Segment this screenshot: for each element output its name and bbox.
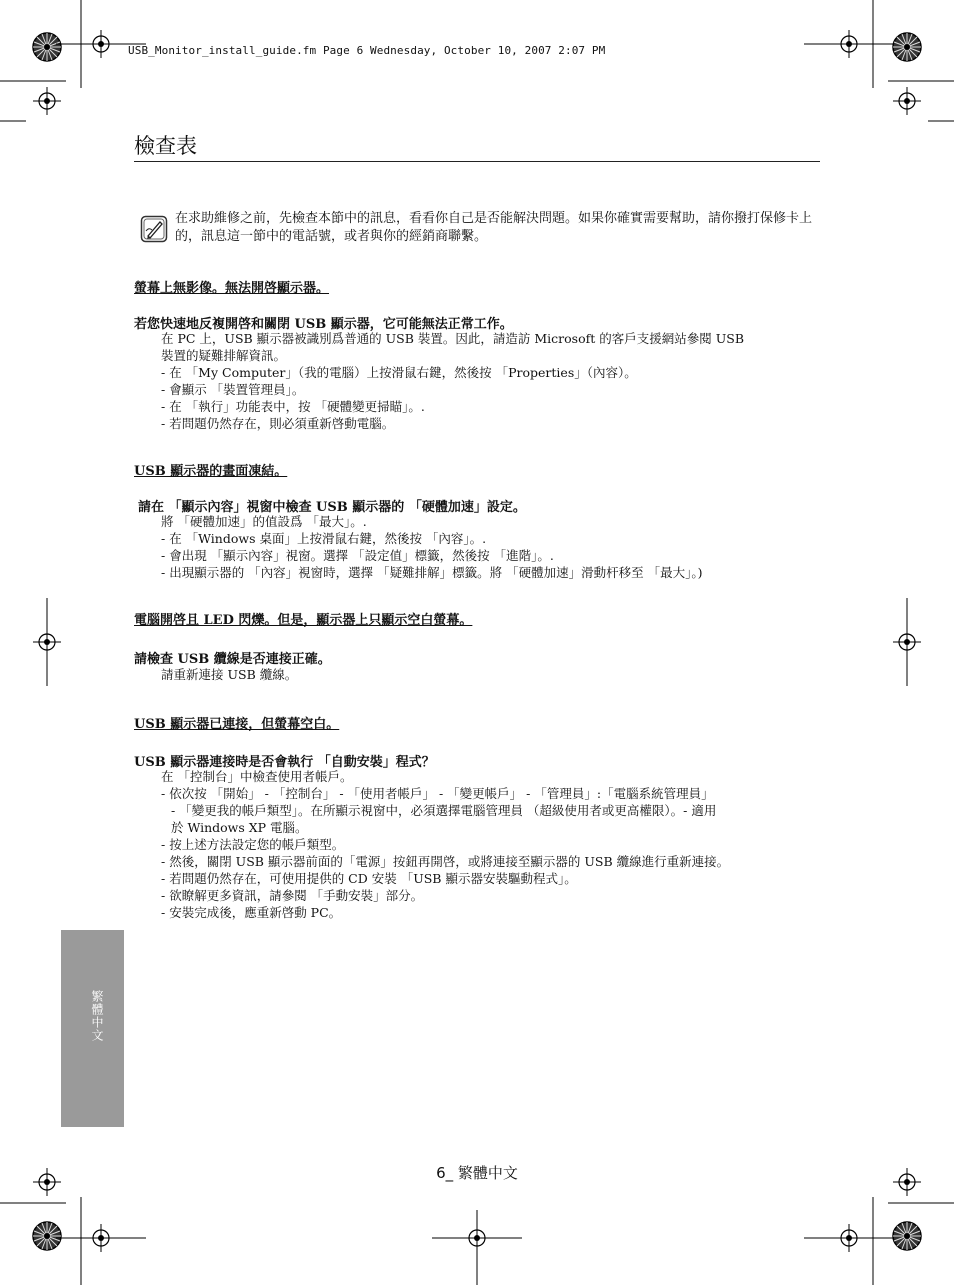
page-footer: 6_ 繁體中文 xyxy=(436,1164,518,1182)
body-line: 於 Windows XP 電腦。 xyxy=(171,820,308,835)
page-title: 檢查表 xyxy=(134,130,820,162)
body-line: - 會出現 「顯示內容」視窗。選擇 「設定值」標籤，然後按 「進階」。. xyxy=(161,548,554,563)
body-line: - 按上述方法設定您的帳戶類型。 xyxy=(161,837,345,852)
section-question-rapid-toggle: 若您快速地反複開啓和關閉 USB 顯示器，它可能無法正常工作。 xyxy=(134,317,513,332)
section-question-autorun: USB 顯示器連接時是否會執行 「自動安裝」程式？ xyxy=(134,755,435,770)
section-question-cable: 請檢查 USB 纜線是否連接正確。 xyxy=(134,652,331,667)
section-title-no-image: 螢幕上無影像。無法開啓顯示器。 xyxy=(134,281,330,296)
pencil-note-icon xyxy=(140,215,168,243)
body-line: - 在 「Windows 桌面」上按滑鼠右鍵，然後按 「內容」。. xyxy=(161,531,487,546)
body-line: - 「變更我的帳戶類型」。在所顯示視窗中，必須選擇電腦管理員 （超級使用者或更高權限）。- 適用 xyxy=(171,803,717,818)
section-title-frozen-screen: USB 顯示器的畫面凍結。 xyxy=(134,464,288,479)
section-question-hw-accel: 請在 「顯示內容」視窗中檢查 USB 顯示器的 「硬體加速」設定。 xyxy=(138,500,526,515)
body-line: 請重新連接 USB 纜線。 xyxy=(161,667,298,682)
body-line: 在 PC 上，USB 顯示器被識別爲普通的 USB 裝置。因此，請造訪 Microsoft 的客戶支援網站參閱 USB xyxy=(161,331,745,346)
section-title-connected-blank: USB 顯示器已連接，但螢幕空白。 xyxy=(134,717,340,732)
body-line: - 欲瞭解更多資訊，請參閱 「手動安裝」部分。 xyxy=(161,888,424,903)
body-line: - 若問題仍然存在，則必須重新啓動電腦。 xyxy=(161,416,395,431)
section-body-connected-blank xyxy=(161,768,825,921)
body-line: 將 「硬體加速」的值設爲 「最大」。. xyxy=(161,514,367,529)
body-line: - 安裝完成後，應重新啓動 PC。 xyxy=(161,905,342,920)
body-line: - 若問題仍然存在，可使用提供的 CD 安裝 「USB 顯示器安裝驅動程式」。 xyxy=(161,871,577,886)
intro-note: 在求助維修之前，先檢查本節中的訊息，看看你自己是否能解決問題。如果你確實需要幫助，請你撥打保修卡上的，訊息這一節中的電話號，或者與你的經銷商聯繫。 xyxy=(175,211,813,244)
body-line: - 出現顯示器的 「內容」視窗時，選擇 「疑難排解」標籤。將 「硬體加速」滑動杆移至 「最大」。) xyxy=(161,565,703,580)
section-body-frozen-screen xyxy=(161,513,825,581)
section-body-led-blank xyxy=(161,666,825,683)
body-line: - 然後，關閉 USB 顯示器前面的「電源」按鈕再開啓，或將連接至顯示器的 USB 纜線進行重新連接。 xyxy=(161,854,730,869)
body-line: - 依次按 「開始」 - 「控制台」 - 「使用者帳戶」 - 「變更帳戶」 - 「管理員」:「電腦系統管理員」 xyxy=(161,786,714,801)
side-tab-label: 繁體中文 xyxy=(90,990,104,1042)
section-body-no-image xyxy=(161,330,825,432)
body-line: 裝置的疑難排解資訊。 xyxy=(161,348,287,363)
body-line: - 會顯示 「裝置管理員」。 xyxy=(161,382,305,397)
body-line: 在 「控制台」中檢查使用者帳戶。 xyxy=(161,769,353,784)
language-side-tab xyxy=(61,930,124,1127)
file-slug: USB_Monitor_install_guide.fm Page 6 Wednesday, October 10, 2007 2:07 PM xyxy=(128,44,606,57)
body-line: - 在 「My Computer」（我的電腦）上按滑鼠右鍵，然後按 「Properties」（內容）。 xyxy=(161,365,637,380)
body-line: - 在 「執行」功能表中，按 「硬體變更掃瞄」。. xyxy=(161,399,425,414)
section-title-led-blank: 電腦開啓且 LED 閃爍。但是，顯示器上只顯示空白螢幕。 xyxy=(134,613,473,628)
